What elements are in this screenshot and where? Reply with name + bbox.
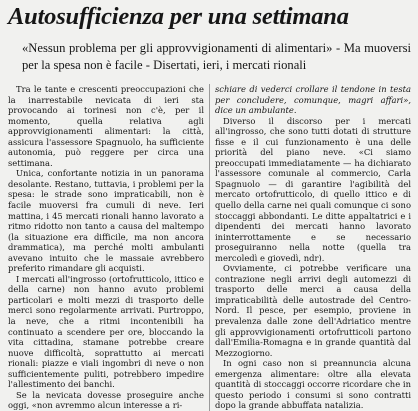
paragraph: Se la nevicata dovesse proseguire anche oggi, «non avremmo alcun interesse a ri- bbox=[8, 389, 204, 411]
paragraph: Tra le tante e crescenti preoccupazioni che la inarrestabile nevicata di ieri sta provocando ai torinesi non c'è, per il momento, quella relativa agli approvvigionamenti alimentari: la città, assicura l'assessore Spagnuolo, ha sufficiente autonomia, può reggere per circa una settimana. bbox=[8, 84, 204, 168]
paragraph: Ovviamente, ci potrebbe verificare una contrazione negli arrivi degli automezzi di trasporto delle merci a causa della impraticabilità delle autostrade del Centro-Nord. Il pesce, per esempio, proviene in prevalenza dalle zone dell'Adriatico mentre gli approvvigionamenti ortofrutticoli partono dall'Emilia-Romagna e in grande quantità dal Mezzogiorno. bbox=[215, 263, 411, 358]
column-divider bbox=[209, 84, 210, 411]
quote-continuation: schiare di vederci crollare il tendone in testa per concludere, comunque, magri affari», dice un ambulante. bbox=[215, 84, 411, 116]
paragraph bbox=[215, 84, 411, 116]
article-body bbox=[8, 84, 411, 411]
right-column bbox=[215, 84, 411, 411]
paragraph: I mercati all'ingrosso (ortofrutticolo, ittico e della carne) non hanno avuto problemi particolari e molti mezzi di trasporto delle merci sono regolarmente arrivati. Purtroppo, la neve, che a ritmi incontenibili ha continuato a scendere per ore, bloccando la vita cittadina, stamane potrebbe creare nuove difficoltà, soprattutto ai mercati rionali: piazze e viali ingombri di neve o non sufficientemente puliti, potrebbero impedire l'allestimento dei banchi. bbox=[8, 273, 204, 390]
paragraph: Diverso il discorso per i mercati all'ingrosso, che sono tutti dotati di strutture fisse e il cui funzionamento è una delle priorità del piano neve. «Ci siamo preoccupati immediatamente — ha dichiarato l'assessore comunale al commercio, Carla Spagnuolo — di garantire l'agibilità del mercato ortofrutticolo, di quello ittico e di quello della carne nei quali comunque ci sono stoccaggi abbondanti. Le ditte appaltatrici e i dipendenti dei mercati hanno lavorato ininterrottamente e se necessario proseguiranno nella notte (quella tra mercoledì e giovedì, ndr). bbox=[215, 115, 411, 263]
article-subhead: «Nessun problema per gli approvvigionamenti di alimentari» - Ma muoversi per la spesa non è facile - Disertati, ieri, i mercati rionali bbox=[22, 41, 411, 72]
article-headline: Autosufficienza per una settimana bbox=[8, 3, 349, 30]
paragraph: In ogni caso non si preannuncia alcuna emergenza alimentare: oltre alla elevata quantità di stoccaggi occorre ricordare che in questo periodo i consumi si sono contratti dopo la grande abbuffata natalizia. bbox=[215, 358, 411, 411]
paragraph: Unica, confortante notizia in un panorama desolante. Restano, tuttavia, i problemi per la spesa: le strade sono impraticabili, non è facile muoversi fra cumuli di neve. Ieri mattina, i 45 mercati rionali hanno lavorato a ritmo ridotto non tanto a causa del maltempo (la situazione era difficile, ma non ancora drammatica), ma perché molti ambulanti avevano intuito che le massaie avrebbero preferito rimandare gli acquisti. bbox=[8, 168, 204, 274]
left-column bbox=[8, 84, 204, 411]
